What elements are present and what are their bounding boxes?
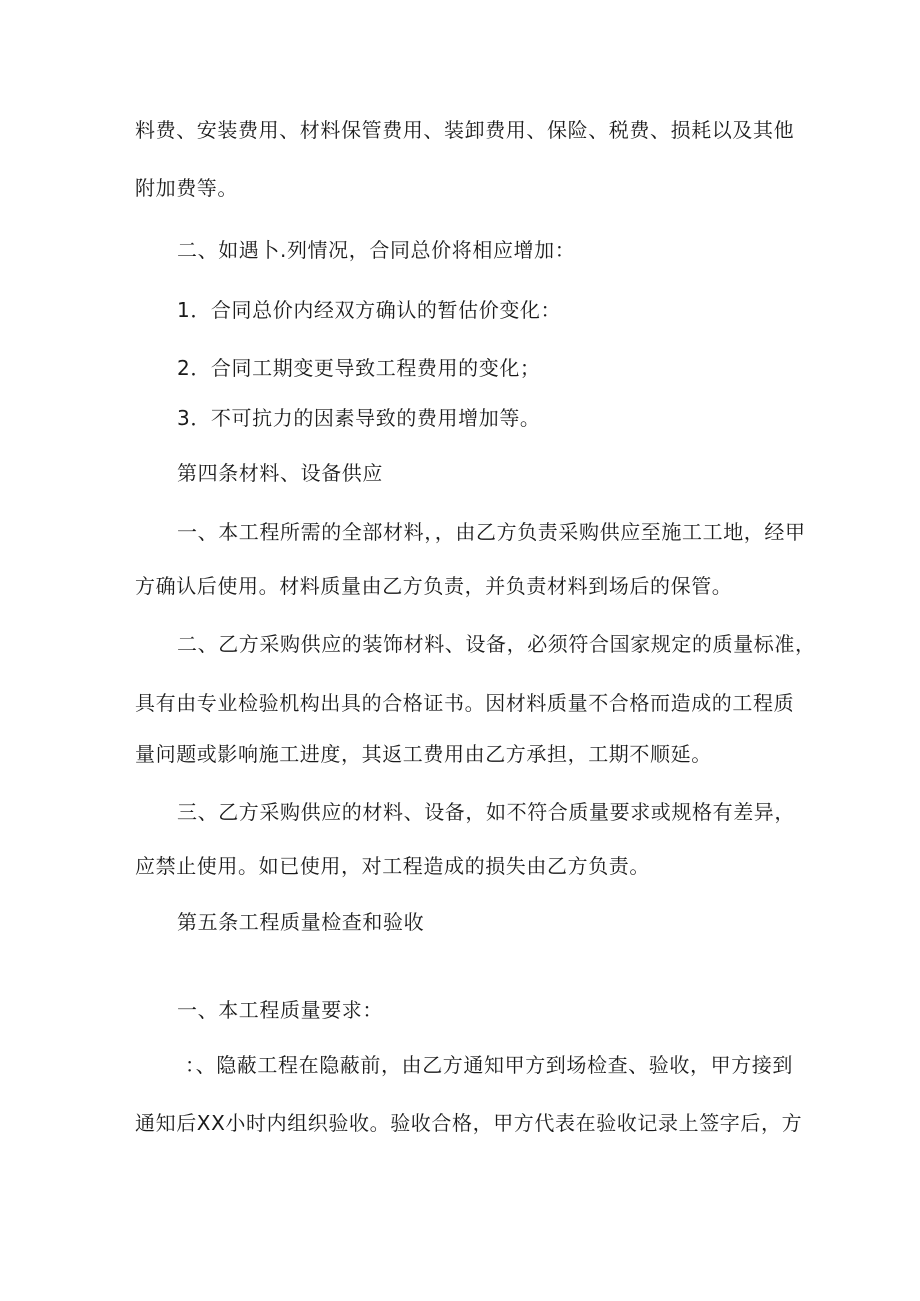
clause-heading-line: 二、如遇卜.列情况，合同总价将相应增加：: [177, 238, 576, 262]
list-item: 1．合同总价内经双方确认的暂估价变化：: [177, 298, 562, 322]
paragraph-line: 二、乙方采购供应的装饰材料、设备，必须符合国家规定的质量标准，: [177, 632, 816, 656]
section-heading: 第五条工程质量检查和验收: [177, 910, 425, 934]
paragraph-line: 附加费等。: [135, 176, 238, 200]
section-heading: 第四条材料、设备供应: [177, 461, 383, 485]
paragraph-line: 料费、安装费用、材料保管费用、装卸费用、保险、税费、损耗以及其他: [135, 118, 795, 142]
paragraph-line: ：、隐蔽工程在隐蔽前，由乙方通知甲方到场检查、验收，甲方接到: [185, 1053, 793, 1077]
paragraph-line: 具有由专业检验机构出具的合格证书。因材料质量不合格而造成的工程质: [135, 691, 795, 715]
paragraph-line: 一、本工程所需的全部材料，，由乙方负责采购供应至施工工地，经甲: [177, 520, 806, 544]
paragraph-line: 应禁止使用。如已使用，对工程造成的损失由乙方负责。: [135, 854, 650, 878]
list-item: 3．不可抗力的因素导致的费用增加等。: [177, 406, 541, 430]
paragraph-line: 量问题或影响施工进度，其返工费用由乙方承担，工期不顺延。: [135, 742, 712, 766]
paragraph-line: 三、乙方采购供应的材料、设备，如不符合质量要求或规格有差异，: [177, 800, 795, 824]
paragraph-line: 一、本工程质量要求：: [177, 998, 383, 1022]
list-item: 2．合同工期变更导致工程费用的变化；: [177, 356, 541, 380]
paragraph-line: 通知后XX小时内组织验收。验收合格，甲方代表在验收记录上签字后，方: [135, 1111, 803, 1135]
paragraph-line: 方确认后使用。材料质量由乙方负责，并负责材料到场后的保管。: [135, 574, 733, 598]
